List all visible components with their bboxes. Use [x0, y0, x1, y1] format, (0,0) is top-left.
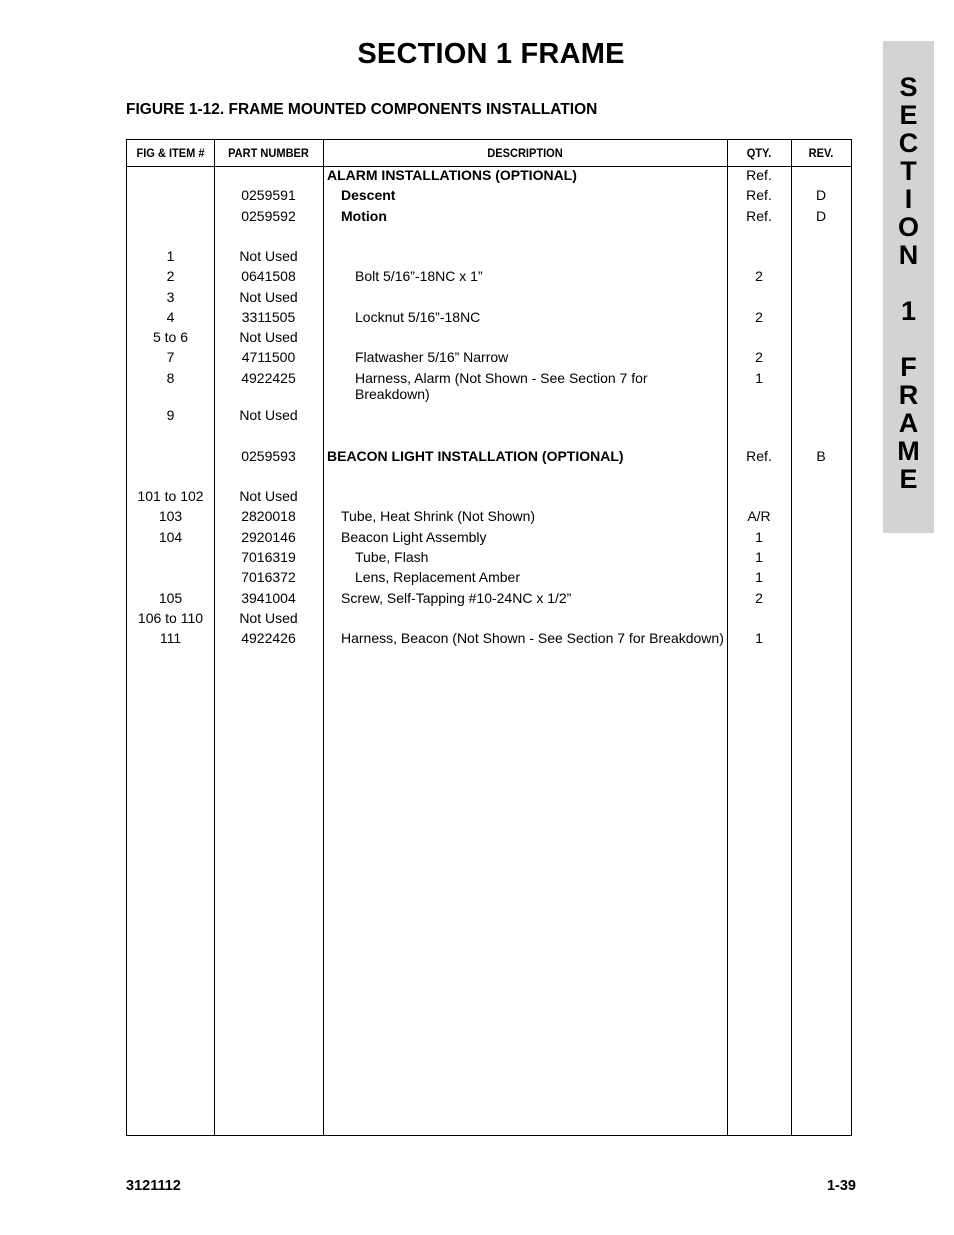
row-part-number: 0259591 [241, 187, 296, 203]
side-tab-gap [883, 269, 934, 297]
row-part-number: 0259593 [241, 448, 296, 464]
row-qty: Ref. [746, 208, 772, 224]
row-description-line: Breakdown) [355, 386, 430, 402]
row-description [327, 370, 755, 402]
row-description: Locknut 5/16”-18NC [355, 309, 481, 325]
row-part-number: 0641508 [241, 268, 296, 284]
row-qty: 1 [755, 549, 763, 565]
side-tab-letter: O [897, 212, 919, 242]
row-part-number: Not Used [239, 289, 298, 305]
row-description: Lens, Replacement Amber [355, 569, 520, 585]
side-tab-letter: I [904, 184, 913, 214]
row-description: Harness, Beacon (Not Shown - See Section 7 for Breakdown) [341, 630, 724, 646]
row-qty: 2 [755, 309, 763, 325]
side-tab-letter: N [898, 240, 919, 270]
row-qty: 1 [755, 569, 763, 585]
row-part-number: 4711500 [241, 349, 296, 365]
row-rev: B [816, 448, 826, 464]
header-item: FIG & ITEM # [136, 146, 205, 160]
document-number: 3121112 [126, 1178, 181, 1194]
side-tab-letter: A [898, 408, 919, 438]
row-item: 104 [158, 529, 183, 545]
row-item: 9 [166, 407, 175, 423]
row-qty: 1 [755, 370, 763, 386]
row-description: Bolt 5/16”-18NC x 1” [355, 268, 483, 284]
row-qty: 2 [755, 349, 763, 365]
row-part-number: 4922426 [241, 630, 296, 646]
figure-title: FIGURE 1-12. FRAME MOUNTED COMPONENTS INSTALLATION [126, 101, 598, 118]
side-tab-letter: E [899, 464, 918, 494]
side-tab-letter: M [897, 436, 920, 466]
row-description: Motion [341, 208, 387, 224]
row-item: 106 to 110 [137, 610, 204, 626]
row-part-number: 3311505 [241, 309, 296, 325]
page-number: 1-39 [826, 1178, 856, 1194]
row-part-number: Not Used [239, 329, 298, 345]
header-qty: QTY. [746, 146, 772, 160]
row-description: BEACON LIGHT INSTALLATION (OPTIONAL) [327, 448, 624, 464]
row-qty: 1 [755, 529, 763, 545]
side-tab-letter: C [898, 128, 919, 158]
row-description: Screw, Self-Tapping #10-24NC x 1/2” [341, 590, 572, 606]
section-side-tab [883, 41, 934, 533]
row-part-number: 7016319 [241, 549, 296, 565]
column-divider [323, 140, 324, 1135]
row-part-number: Not Used [239, 248, 298, 264]
row-qty: Ref. [746, 187, 772, 203]
row-part-number: 4922425 [241, 370, 296, 386]
row-qty: 2 [755, 268, 763, 284]
row-item: 3 [166, 289, 175, 305]
row-item: 2 [166, 268, 175, 284]
side-tab-letter: E [899, 100, 918, 130]
side-tab-letter: T [900, 156, 917, 186]
row-qty: Ref. [746, 167, 772, 183]
row-part-number: 3941004 [241, 590, 296, 606]
row-part-number: 2920146 [241, 529, 296, 545]
side-tab-gap [883, 325, 934, 353]
table-header [127, 140, 851, 167]
row-part-number: Not Used [239, 407, 298, 423]
row-item: 4 [166, 309, 175, 325]
row-item: 5 to 6 [152, 329, 189, 345]
row-item: 7 [166, 349, 175, 365]
side-tab-letter: F [900, 352, 917, 382]
row-part-number: Not Used [239, 610, 298, 626]
row-part-number: 0259592 [241, 208, 296, 224]
row-part-number: 7016372 [241, 569, 296, 585]
row-item: 103 [158, 508, 183, 524]
row-description: Tube, Flash [355, 549, 429, 565]
row-part-number: Not Used [239, 488, 298, 504]
column-divider [791, 140, 792, 1135]
section-title: SECTION 1 FRAME [357, 38, 625, 70]
header-description: DESCRIPTION [487, 146, 563, 160]
row-description: ALARM INSTALLATIONS (OPTIONAL) [327, 167, 577, 183]
row-item: 101 to 102 [137, 488, 204, 504]
row-rev: D [815, 208, 827, 224]
row-description: Beacon Light Assembly [341, 529, 487, 545]
side-tab-letter: 1 [900, 296, 917, 326]
row-description: Tube, Heat Shrink (Not Shown) [341, 508, 536, 524]
parts-table [126, 139, 852, 1136]
header-part-number: PART NUMBER [228, 146, 309, 160]
row-description-line: Harness, Alarm (Not Shown - See Section 7 for [355, 370, 648, 386]
row-description: Flatwasher 5/16” Narrow [355, 349, 509, 365]
row-part-number: 2820018 [241, 508, 296, 524]
row-item: 105 [158, 590, 183, 606]
row-qty: 1 [755, 630, 763, 646]
row-item: 1 [166, 248, 175, 264]
side-tab-letter: R [898, 380, 919, 410]
row-description: Descent [341, 187, 396, 203]
row-rev: D [815, 187, 827, 203]
row-qty: A/R [747, 508, 771, 524]
row-item: 8 [166, 370, 175, 386]
row-qty: 2 [755, 590, 763, 606]
row-qty: Ref. [746, 448, 772, 464]
header-rev: REV. [808, 146, 834, 160]
side-tab-letter: S [899, 72, 918, 102]
row-item: 111 [159, 630, 182, 646]
